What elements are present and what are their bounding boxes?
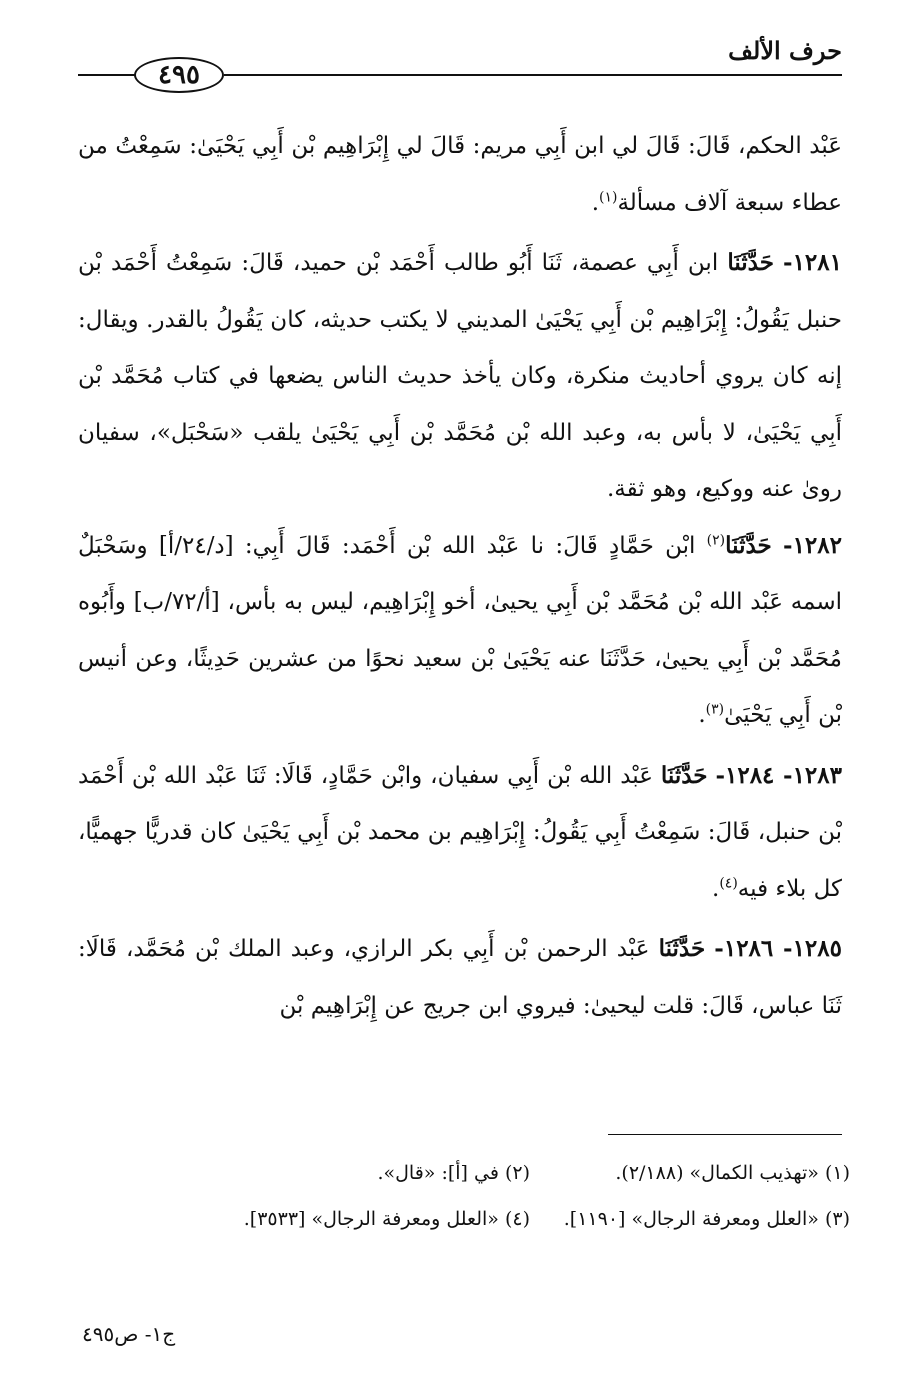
- narration-keyword: حَدَّثَنَا: [725, 531, 772, 559]
- hadith-number: ١٢٨٢-: [783, 531, 842, 559]
- intro-line-1: عَبْد الحكم، قَالَ: قَالَ لي ابن أَبِي مريم: قَالَ لي إِبْرَاهِيم بْن أَبِي يَحْيَىٰ: سَمِعْتُ: [115, 133, 842, 159]
- paragraph-end: .: [712, 875, 720, 902]
- main-text: [78, 118, 842, 1034]
- footnote-4: (٤) «العلل ومعرفة الرجال» [٣٥٣٣].: [243, 1208, 530, 1230]
- footnotes: [150, 1150, 850, 1242]
- paragraph-text: ابْن حَمَّادٍ قَالَ: نا عَبْد الله بْن أَحْمَد: قَالَ أَبِي: [د/٢٤/أ] وسَحْبَلٌ اسمه عَبْد الله بْن مُحَمَّد بْن أَبِي يحيىٰ، أخو إِبْرَاهِيم، ليس به بأس، [أ/٧٢/ب] وأَبُوه مُحَمَّد بْن أَبِي يحيىٰ، حَدَّثَنَا عنه يَحْيَىٰ بْن سعيد نحوًا من عشرين حَدِيثًا، وعن أنيس بْن أَبِي يَحْيَىٰ: [78, 532, 842, 728]
- hadith-number: ١٢٨٥- ١٢٨٦-: [714, 935, 842, 962]
- footnote-separator: [608, 1134, 842, 1135]
- intro-line-2: من عطاء سبعة آلاف مسألة: [78, 133, 842, 216]
- paragraph-end: .: [698, 702, 706, 728]
- paragraph-text: عَبْد الرحمن بْن أَبِي بكر الرازي، وعبد الملك بْن مُحَمَّد، قَالَا: ثَنَا عباس، قَالَ: قلت ليحيىٰ: فيروي ابن جريج عن إِبْرَاهِيم بْن: [78, 936, 842, 1019]
- footnote-ref-1: (١): [599, 188, 618, 205]
- chapter-title: حرف الألف: [728, 36, 842, 65]
- footnote-row: [150, 1150, 850, 1196]
- paragraph-1281: [78, 235, 842, 518]
- paragraph-1282: [78, 518, 842, 744]
- footnote-ref-4: (٤): [719, 874, 738, 891]
- narration-keyword: حَدَّثَنَا: [727, 249, 774, 276]
- intro-end: .: [591, 189, 599, 216]
- paragraph-text: ابن أَبِي عصمة، ثَنَا أَبُو طالب أَحْمَد بْن حميد، قَالَ: سَمِعْتُ أَحْمَد بْن حنبل يَقُولُ: إِبْرَاهِيم بْن أَبِي يَحْيَىٰ المديني لا يكتب حديثه، كان يَقُولُ بالقدر. ويقال: إنه كان يروي أحاديث منكرة، وكان يأخذ حديث الناس يضعها في كتاب مُحَمَّد بْن أَبِي يَحْيَىٰ، لا بأس به، وعبد الله بْن مُحَمَّد بْن أَبِي يَحْيَىٰ يلقب «سَحْبَل»، سفيان روىٰ عنه ووكيع، وهو ثقة.: [78, 250, 842, 502]
- page-number-badge: ٤٩٥: [134, 57, 224, 93]
- paragraph-1283: [78, 748, 842, 918]
- footnote-ref-2: (٢): [706, 531, 726, 548]
- narration-keyword: حَدَّثَنَا: [660, 761, 708, 789]
- footnote-2: (٢) في [أ]: «قال».: [377, 1162, 530, 1184]
- header-rule-left: [78, 74, 136, 76]
- header-rule-right: [224, 74, 842, 76]
- hadith-number: ١٢٨٣- ١٢٨٤-: [715, 761, 842, 789]
- hadith-number: ١٢٨١-: [783, 249, 842, 276]
- footnote-row: [150, 1196, 850, 1242]
- footnote-1: (١) «تهذيب الكمال» (٢/١٨٨).: [615, 1162, 850, 1184]
- footnote-ref-3: (٣): [705, 701, 725, 718]
- paragraph-1285: [78, 921, 842, 1034]
- paragraph-text: عَبْد الله بْن أَبِي سفيان، وابْن حَمَّادٍ، قَالَا: ثَنَا عَبْد الله بْن أَحْمَد بْن حنبل، قَالَ: سَمِعْتُ أَبِي يَقُولُ: إِبْرَاهِيم بن محمد بْن أَبِي يَحْيَىٰ كان قدريًّا جهميًّا، كل بلاء فيه: [78, 762, 842, 902]
- narration-keyword: حَدَّثَنَا: [658, 935, 706, 962]
- footnote-3: (٣) «العلل ومعرفة الرجال» [١١٩٠].: [563, 1208, 850, 1230]
- page-footer: ج١- ص٤٩٥: [82, 1322, 176, 1346]
- paragraph-intro: [78, 118, 842, 231]
